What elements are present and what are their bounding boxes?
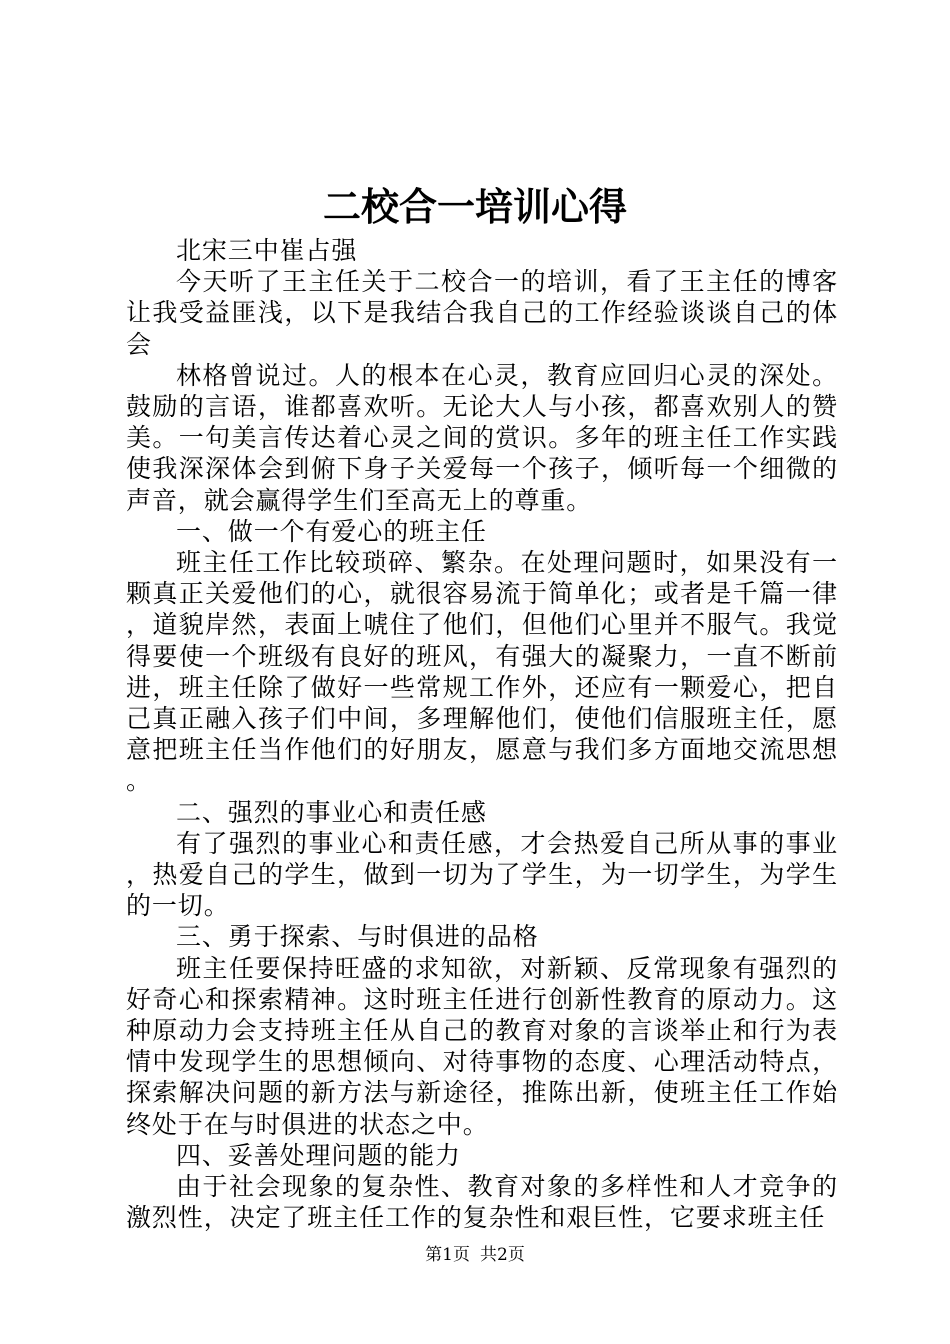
paragraph: 班主任工作比较琐碎、繁杂。在处理问题时，如果没有一颗真正关爱他们的心，就很容易流于简单化；或者是千篇一律，道貌岸然，表面上唬住了他们，但他们心里并不服气。我觉得要使一个班级有良好的班风，有强大的凝聚力，一直不断前进，班主任除了做好一些常规工作外，还应有一颗爱心，把自己真正融入孩子们中间，多理解他们，使他们信服班主任，愿意把班主任当作他们的好朋友，愿意与我们多方面地交流思想。 <box>126 548 838 796</box>
paragraph: 今天听了王主任关于二校合一的培训，看了王主任的博客让我受益匪浅，以下是我结合我自己的工作经验谈谈自己的体会 <box>126 267 838 359</box>
author-line: 北宋三中崔占强 <box>176 236 358 265</box>
section-heading: 四、妥善处理问题的能力 <box>176 1140 461 1170</box>
paragraph: 班主任要保持旺盛的求知欲，对新颖、反常现象有强烈的好奇心和探索精神。这时班主任进行创新性教育的原动力。这种原动力会支持班主任从自己的教育对象的言谈举止和行为表情中发现学生的思想倾向、对待事物的态度、心理活动特点，探索解决问题的新方法与新途径，推陈出新，使班主任工作始终处于在与时俱进的状态之中。 <box>126 953 838 1139</box>
document-body <box>126 235 838 1234</box>
page-total: 共2页 <box>480 1245 525 1265</box>
document-title: 二校合一培训心得 <box>322 184 627 229</box>
section-heading: 三、勇于探索、与时俱进的品格 <box>176 922 539 952</box>
paragraph: 林格曾说过。人的根本在心灵，教育应回归心灵的深处。鼓励的言语，谁都喜欢听。无论大人与小孩，都喜欢别人的赞美。一句美言传达着心灵之间的赏识。多年的班主任工作实践使我深深体会到俯下身子关爱每一个孩子，倾听每一个细微的声音，就会赢得学生们至高无上的尊重。 <box>126 360 838 515</box>
paragraph: 由于社会现象的复杂性、教育对象的多样性和人才竞争的激烈性，决定了班主任工作的复杂性和艰巨性，它要求班主任 <box>126 1172 838 1233</box>
section-heading: 一、做一个有爱心的班主任 <box>176 516 487 546</box>
section-heading: 二、强烈的事业心和责任感 <box>176 797 487 827</box>
page-footer <box>0 1243 950 1267</box>
paragraph: 有了强烈的事业心和责任感，才会热爱自己所从事的事业，热爱自己的学生，做到一切为了学生，为一切学生，为学生的一切。 <box>126 828 838 921</box>
page-number: 第1页 <box>425 1245 470 1265</box>
